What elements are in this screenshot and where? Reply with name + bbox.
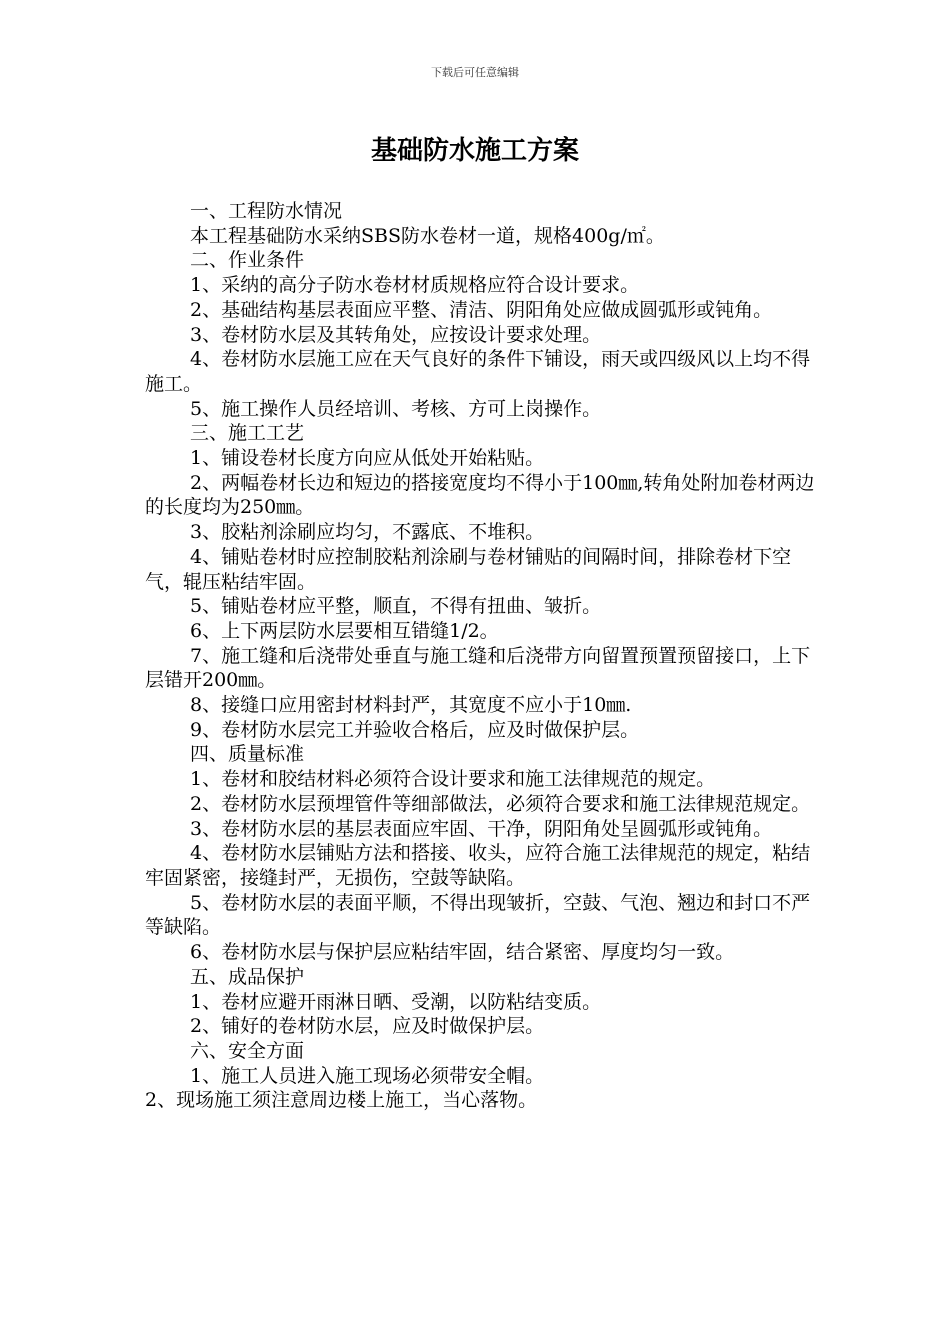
list-item: 4、卷材防水层铺贴方法和搭接、收头，应符合施工法律规范的规定，粘结牢固紧密，接缝封严，无损伤，空鼓等缺陷。 [145,842,811,889]
list-item: 4、铺贴卷材时应控制胶粘剂涂刷与卷材铺贴的间隔时间，排除卷材下空气，辊压粘结牢固。 [145,545,792,593]
section-heading-4: 四、质量标准 [190,743,305,766]
section-heading-2: 二、作业条件 [190,249,305,272]
document-title: 基础防水施工方案 [370,136,579,166]
list-item: 2、铺好的卷材防水层，应及时做保护层。 [190,1015,545,1038]
list-item: 5、卷材防水层的表面平顺，不得出现皱折，空鼓、气泡、翘边和封口不严等缺陷。 [145,891,811,939]
list-item: 7、施工缝和后浇带处垂直与施工缝和后浇带方向留置预置预留接口，上下层错开200㎜。 [145,644,811,692]
list-item: 2、现场施工须注意周边楼上施工，当心落物。 [145,1089,538,1112]
list-item: 6、卷材防水层与保护层应粘结牢固，结合紧密、厚度均匀一致。 [190,941,735,964]
list-item: 4、卷材防水层施工应在天气良好的条件下铺设，雨天或四级风以上均不得施工。 [145,348,811,395]
list-item: 1、卷材和胶结材料必须符合设计要求和施工法律规范的规定。 [190,768,716,791]
list-item: 1、卷材应避开雨淋日晒、受潮，以防粘结变质。 [190,990,602,1013]
body-paragraph: 本工程基础防水采纳SBS防水卷材一道，规格400g/㎡。 [190,224,665,247]
list-item: 3、卷材防水层的基层表面应牢固、干净，阴阳角处呈圆弧形或钝角。 [190,817,773,840]
list-item: 6、上下两层防水层要相互错缝1/2。 [190,619,499,642]
header-note: 下载后可任意编辑 [431,66,519,79]
section-heading-1: 一、工程防水情况 [190,200,343,222]
list-item: 1、铺设卷材长度方向应从低处开始粘贴。 [190,447,545,470]
section-heading-6: 六、安全方面 [190,1039,305,1062]
list-item: 8、接缝口应用密封材料封严，其宽度不应小于10㎜. [190,694,632,717]
list-item: 2、两幅卷材长边和短边的搭接宽度均不得小于100㎜,转角处附加卷材两边的长度均为250㎜。 [145,471,815,519]
document-body [145,199,825,1113]
list-item: 2、基础结构基层表面应平整、清洁、阴阳角处应做成圆弧形或钝角。 [190,298,773,321]
list-item: 3、胶粘剂涂刷应均匀，不露底、不堆积。 [190,521,545,544]
list-item: 9、卷材防水层完工并验收合格后，应及时做保护层。 [190,718,640,741]
list-item: 1、采纳的高分子防水卷材材质规格应符合设计要求。 [190,274,640,297]
section-heading-5: 五、成品保护 [190,965,305,988]
list-item: 5、施工操作人员经培训、考核、方可上岗操作。 [190,397,602,420]
section-heading-3: 三、施工工艺 [190,422,305,445]
list-item: 1、施工人员进入施工现场必须带安全帽。 [190,1064,545,1087]
list-item: 3、卷材防水层及其转角处，应按设计要求处理。 [190,323,602,346]
list-item: 2、卷材防水层预埋管件等细部做法，必须符合要求和施工法律规范规定。 [190,792,811,815]
list-item: 5、铺贴卷材应平整，顺直，不得有扭曲、皱折。 [190,595,602,618]
